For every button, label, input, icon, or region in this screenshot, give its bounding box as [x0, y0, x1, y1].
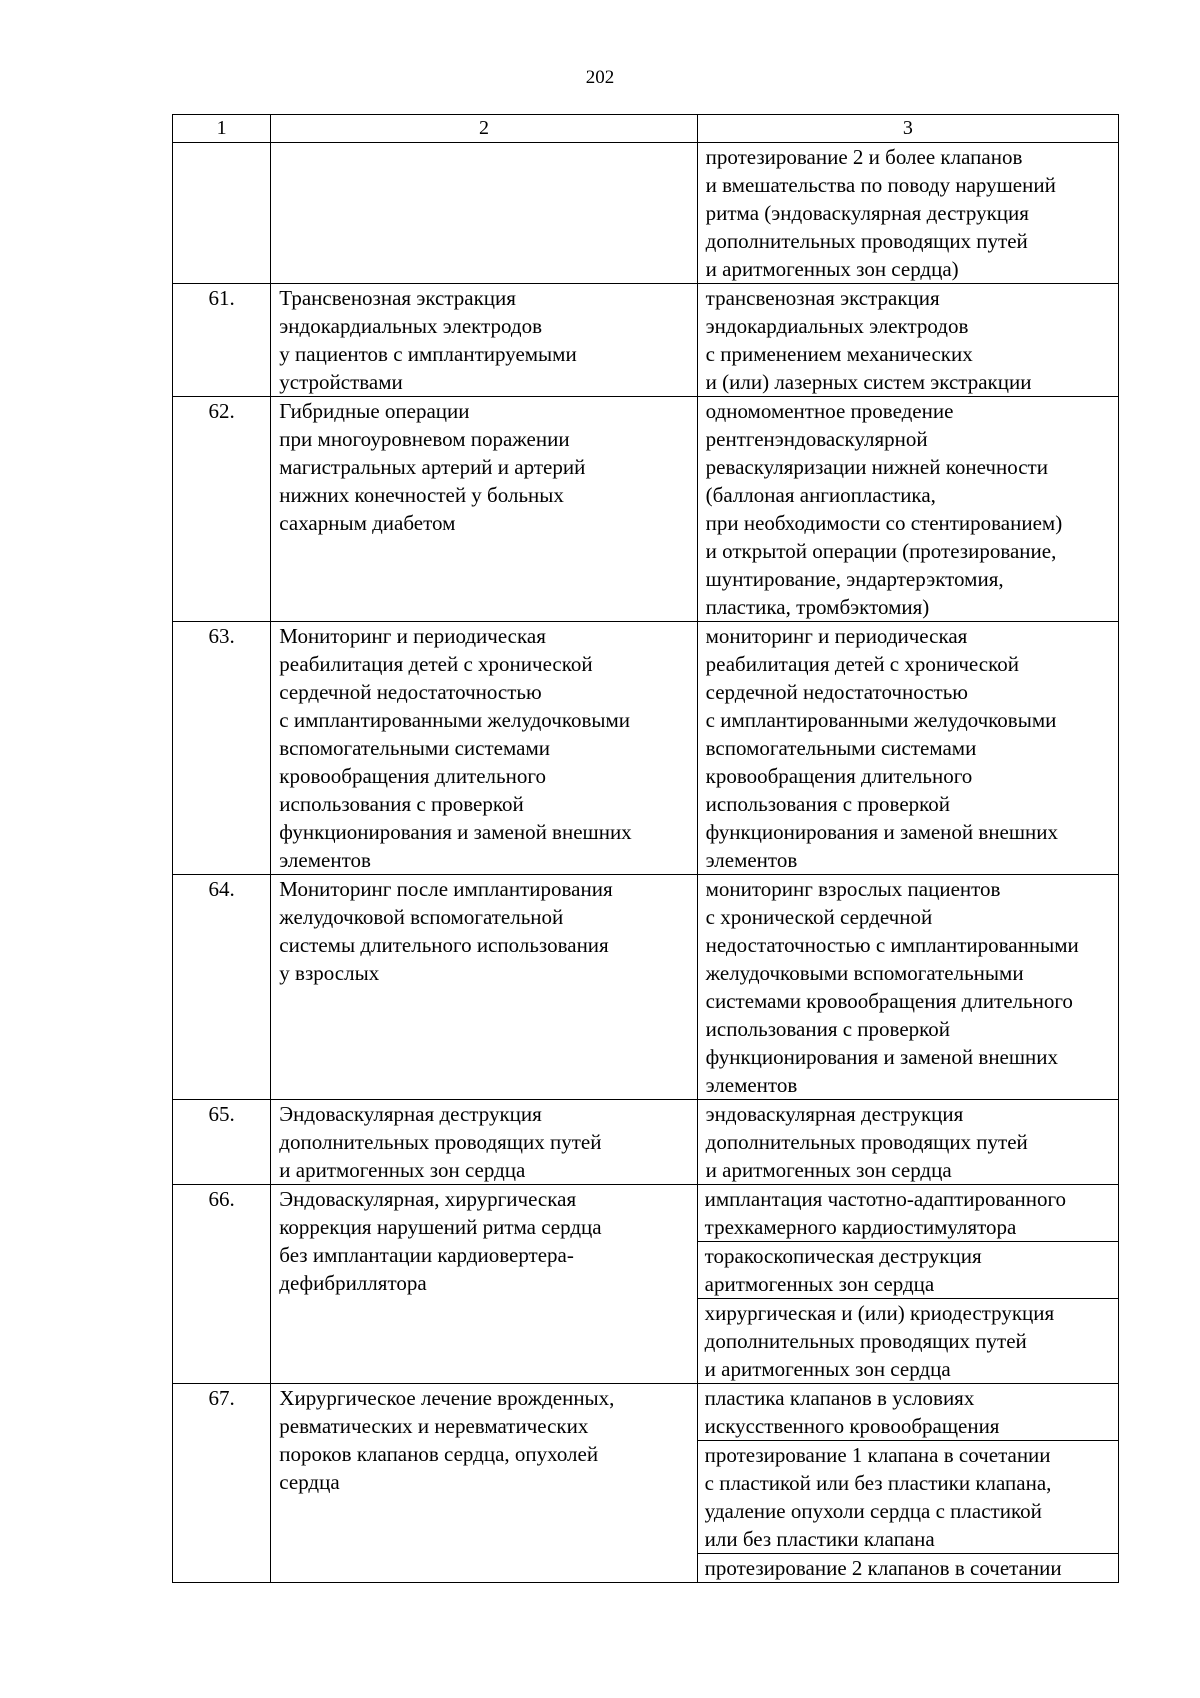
- row-number: 66.: [173, 1185, 271, 1384]
- row-number: [173, 143, 271, 284]
- column-header-2: 2: [271, 115, 697, 143]
- treatment-name: Эндоваскулярная деструкция дополнительных проводящих путей и аритмогенных зон сердца: [271, 1100, 697, 1185]
- page-number: 202: [585, 67, 615, 88]
- table-row: [173, 1100, 1119, 1185]
- table-row: [173, 622, 1119, 875]
- treatment-method: торакоскопическая деструкция аритмогенных зон сердца: [698, 1242, 1118, 1299]
- treatment-methods-cell: [697, 1384, 1118, 1583]
- table-row: [173, 1185, 1119, 1384]
- row-number: 63.: [173, 622, 271, 875]
- treatment-methods-cell: одномоментное проведение рентгенэндоваскулярной реваскуляризации нижней конечности (баллоная ангиопластика, при необходимости со стентированием) и открытой операции (протезирование, шунтирование, эндартерэктомия, пластика, тромбэктомия): [697, 397, 1118, 622]
- treatment-name: Мониторинг и периодическая реабилитация детей с хронической сердечной недостаточностью с имплантированными желудочковыми вспомогательными системами кровообращения длительного использования с проверкой функционирования и заменой внешних элементов: [271, 622, 697, 875]
- treatment-name: Мониторинг после имплантирования желудочковой вспомогательной системы длительного использования у взрослых: [271, 875, 697, 1100]
- treatment-method: имплантация частотно-адаптированного трехкамерного кардиостимулятора: [698, 1185, 1118, 1242]
- table-header-row: [173, 115, 1119, 143]
- treatment-method: хирургическая и (или) криодеструкция дополнительных проводящих путей и аритмогенных зон сердца: [704, 1301, 1055, 1381]
- table-row: [173, 143, 1119, 284]
- table-row: [173, 875, 1119, 1100]
- row-number: 64.: [173, 875, 271, 1100]
- treatment-name: Хирургическое лечение врожденных, ревматических и неревматических пороков клапанов сердца, опухолей сердца: [271, 1384, 697, 1583]
- treatment-methods-cell: [697, 1185, 1118, 1384]
- row-number: 61.: [173, 284, 271, 397]
- procedures-table: [172, 114, 1119, 1583]
- treatment-methods-cell: протезирование 2 и более клапанов и вмешательства по поводу нарушений ритма (эндоваскулярная деструкция дополнительных проводящих путей и аритмогенных зон сердца): [697, 143, 1118, 284]
- treatment-methods-cell: трансвенозная экстракция эндокардиальных электродов с применением механических и (или) лазерных систем экстракции: [697, 284, 1118, 397]
- treatment-method: протезирование 2 клапанов в сочетании: [704, 1556, 1062, 1580]
- treatment-name: [271, 143, 697, 284]
- treatment-methods-cell: мониторинг и периодическая реабилитация детей с хронической сердечной недостаточностью с имплантированными желудочковыми вспомогательными системами кровообращения длительного использования с проверкой функционирования и заменой внешних элементов: [697, 622, 1118, 875]
- treatment-name: Трансвенозная экстракция эндокардиальных электродов у пациентов с имплантируемыми устройствами: [271, 284, 697, 397]
- column-header-1: 1: [173, 115, 271, 143]
- treatment-name: Эндоваскулярная, хирургическая коррекция нарушений ритма сердца без имплантации кардиовертера- дефибриллятора: [271, 1185, 697, 1384]
- treatment-name: Гибридные операции при многоуровневом поражении магистральных артерий и артерий нижних конечностей у больных сахарным диабетом: [271, 397, 697, 622]
- table-row: [173, 1384, 1119, 1583]
- table-row: [173, 397, 1119, 622]
- treatment-methods-cell: мониторинг взрослых пациентов с хронической сердечной недостаточностью с имплантированными желудочковыми вспомогательными системами кровообращения длительного использования с проверкой функционирования и заменой внешних элементов: [697, 875, 1118, 1100]
- table-row: [173, 284, 1119, 397]
- row-number: 62.: [173, 397, 271, 622]
- column-header-3: 3: [697, 115, 1118, 143]
- treatment-method: протезирование 1 клапана в сочетании с пластикой или без пластики клапана, удаление опухоли сердца с пластикой или без пластики клапана: [698, 1441, 1118, 1554]
- row-number: 67.: [173, 1384, 271, 1583]
- treatment-methods-cell: эндоваскулярная деструкция дополнительных проводящих путей и аритмогенных зон сердца: [697, 1100, 1118, 1185]
- row-number: 65.: [173, 1100, 271, 1185]
- treatment-method: пластика клапанов в условиях искусственного кровообращения: [698, 1384, 1118, 1441]
